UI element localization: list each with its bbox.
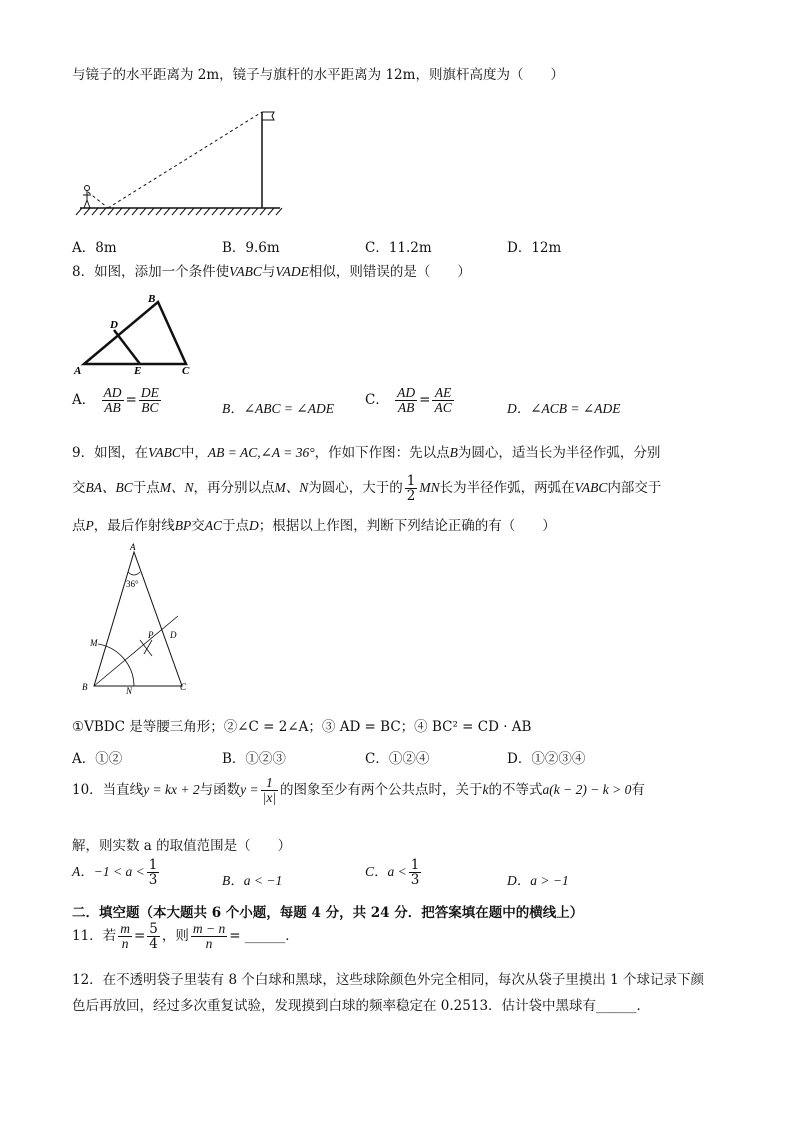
- q7-option-d: D．12m: [507, 240, 562, 256]
- fraction: $\frac{5}{4}$: [149, 921, 158, 953]
- q10-stem-line1: 10．当直线y = kx + 2与函数y = $\frac{1}{|x|}$ 的图象至少有两个公共点时，关于k的不等式a(k − 2) − k > 0有: [72, 775, 645, 806]
- q8-mid: 与: [261, 264, 276, 280]
- q8-label-e: E: [134, 365, 142, 376]
- fraction: $\frac{m - n}{n}$: [192, 921, 226, 952]
- q8-option-b: B．∠ABC = ∠ADE: [222, 401, 334, 416]
- q8-triangle-figure: [72, 288, 196, 376]
- q7-option-b: B．9.6m: [222, 240, 280, 256]
- q10-option-d: D．a > −1: [507, 873, 569, 888]
- fraction: $\frac{1}{3}$: [148, 857, 158, 889]
- q9-stem-line2: 交BA、BC于点M、N，再分别以点M、N为圆心，大于的 $\frac{1}{2}$ MN长为半径作弧，两弧在VABC内部交于: [72, 473, 662, 505]
- q11-stem: 11．若 $\frac{m}{n}$ = $\frac{5}{4}$ ，则 $\frac{m - n}{n}$ = ______．: [72, 921, 299, 953]
- fraction: $\frac{1}{2}$: [406, 473, 416, 505]
- section-heading: 二．填空题（本大题共 6 个小题，每题 4 分，共 24 分．把答案填在题中的横线上）: [72, 905, 584, 921]
- q9-option-b: B．①②③: [222, 751, 286, 767]
- q10-option-b: B．a < −1: [222, 873, 283, 888]
- q12-line1: 12．在不透明袋子里装有 8 个白球和黑球，这些球除颜色外完全相同，每次从袋子里摸出 1 个球记录下颜: [72, 972, 705, 988]
- q9-angle-label: 36°: [126, 579, 139, 589]
- q8-label-d: D: [110, 319, 118, 331]
- q9-stem-line3: 点P，最后作射线BP交AC于点D；根据以上作图，判断下列结论正确的有（ ）: [72, 518, 556, 534]
- q7-option-c: C．11.2m: [365, 240, 432, 256]
- fraction: $\frac{1}{|x|}$: [262, 775, 277, 806]
- q8-option-c: C． $\frac{AD}{AB}$ = $\frac{AE}{AC}$: [365, 385, 452, 416]
- q8-stem-suffix: 相似，则错误的是（ ）: [308, 264, 471, 280]
- q9-option-c: C．①②④: [365, 751, 430, 767]
- q9-label-m: M: [90, 638, 98, 648]
- q9-option-d: D．①②③④: [507, 751, 586, 767]
- q10-option-a: A．−1 < a < $\frac{1}{3}$: [72, 857, 158, 889]
- q8-option-a: A． $\frac{AD}{AB}$ = $\frac{DE}{BC}$: [72, 385, 159, 416]
- q9-label-c: C: [180, 682, 187, 692]
- q12-line2: 色后再放回，经过多次重复试验，发现摸到白球的频率稳定在 0.2513．估计袋中黑球有______．: [72, 998, 651, 1014]
- q9-option-a: A．①②: [72, 751, 123, 767]
- q8-label-b: B: [148, 293, 156, 305]
- q9-label-d: D: [170, 630, 177, 640]
- q8-stem-prefix: 8．如图，添加一个条件使: [72, 264, 230, 280]
- q8-label-a: A: [74, 365, 82, 376]
- q9-construction-figure: [78, 540, 200, 696]
- fraction: $\frac{1}{3}$: [410, 857, 420, 889]
- q10-option-c: C．a < $\frac{1}{3}$: [365, 857, 420, 889]
- q7-option-a: A．8m: [72, 240, 117, 256]
- q8-stem: [72, 260, 471, 280]
- fraction: $\frac{m}{n}$: [120, 921, 130, 952]
- q9-stem-line1: 9．如图，在VABC中，AB = AC,∠A = 36°，作如下作图：先以点B为圆心，适当长为半径作弧，分别: [72, 445, 661, 461]
- q9-label-b: B: [82, 682, 88, 692]
- fraction: $\frac{DE}{BC}$: [140, 385, 159, 416]
- fraction: $\frac{AD}{AB}$: [103, 385, 122, 416]
- q8-option-d: D．∠ACB = ∠ADE: [507, 401, 621, 416]
- q7-flagpole-figure: [74, 104, 284, 216]
- q9-label-p: P: [148, 630, 154, 640]
- q8-tri2: VADE: [275, 264, 309, 279]
- fraction: $\frac{AE}{AC}$: [434, 385, 452, 416]
- q8-label-c: C: [182, 365, 190, 376]
- fraction: $\frac{AD}{AB}$: [397, 385, 416, 416]
- q10-stem-line2: 解，则实数 a 的取值范围是（ ）: [72, 838, 292, 854]
- q9-label-a: A: [130, 542, 136, 552]
- q8-tri1: VABC: [229, 264, 262, 279]
- q7-stem-line: 与镜子的水平距离为 2m，镜子与旗杆的水平距离为 12m，则旗杆高度为（ ）: [72, 67, 564, 83]
- q9-label-n: N: [126, 686, 133, 696]
- q9-conclusions: ①VBDC 是等腰三角形；②∠C = 2∠A；③ AD = BC；④ BC² = CD · AB: [72, 719, 532, 735]
